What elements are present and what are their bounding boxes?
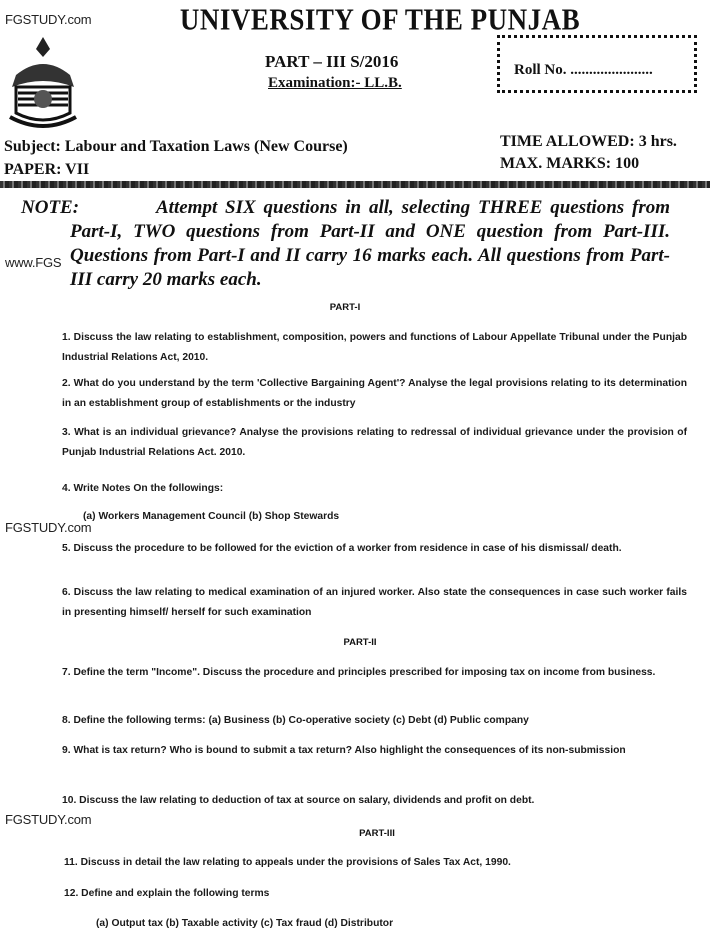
question-5: 5. Discuss the procedure to be followed for the eviction of a worker from residence in case of his dismissal/ death. [62, 543, 622, 554]
question-12-items: (a) Output tax (b) Taxable activity (c) Tax fraud (d) Distributor [96, 918, 394, 929]
question-2: 2. What do you understand by the term 'Collective Bargaining Agent'? Analyse the legal provisions relating to its determination in an establishment group of establishments or the industry [62, 378, 687, 409]
max-marks: MAX. MARKS: 100 [500, 155, 640, 172]
examination-label: Examination:- LL.B. [268, 75, 402, 91]
question-3: 3. What is an individual grievance? Analyse the provisions relating to redressal of individual grievance under the provision of Punjab Industrial Relations Act. 2010. [62, 427, 687, 458]
question-6: 6. Discuss the law relating to medical examination of an injured worker. Also state the consequences in case such worker fails in presenting himself/ herself for such examination [62, 587, 687, 618]
question-11: 11. Discuss in detail the law relating to appeals under the provisions of Sales Tax Act, 1990. [64, 857, 511, 868]
section-title: PART-I [329, 302, 361, 313]
question-1: 1. Discuss the law relating to establishment, composition, powers and functions of Labour Appellate Tribunal under the Punjab Industrial Relations Act, 2010. [62, 332, 687, 363]
section-title: PART-II [343, 637, 377, 648]
question-9: 9. What is tax return? Who is bound to submit a tax return? Also highlight the consequences of its non-submission [62, 745, 626, 756]
roll-number-label: Roll No. ...................... [514, 62, 653, 78]
subject-label: Subject: Labour and Taxation Laws (New Course) [4, 138, 348, 155]
question-8: 8. Define the following terms: (a) Business (b) Co-operative society (c) Debt (d) Public company [62, 715, 529, 726]
header-divider [0, 181, 710, 188]
university-crest-logo [8, 35, 78, 130]
instructions-note [8, 196, 678, 292]
note-text [8, 196, 670, 292]
question-10: 10. Discuss the law relating to deduction of tax at source on salary, dividends and profit on debt. [62, 795, 535, 806]
university-title: UNIVERSITY OF THE PUNJAB [179, 1, 581, 37]
watermark: www.FGS [5, 255, 62, 270]
section-title: PART-III [359, 828, 395, 839]
question-4-items: (a) Workers Management Council (b) Shop Stewards [83, 511, 340, 522]
question-4: 4. Write Notes On the followings: [62, 483, 224, 494]
paper-label: PAPER: VII [4, 161, 90, 178]
watermark: FGSTUDY.com [5, 520, 92, 535]
question-7: 7. Define the term "Income". Discuss the procedure and principles prescribed for imposing tax on income from business. [62, 667, 656, 678]
note-label: NOTE: [21, 197, 80, 218]
note-text-content: Attempt SIX questions in all, selecting THREE questions from Part-I, TWO questions from Part-II and ONE question from Part-III. Questions from Part-I and II carry 16 marks each. All questions from Part-III carry 20 marks each. [70, 197, 670, 290]
roll-number-box [497, 35, 697, 93]
time-allowed: TIME ALLOWED: 3 hrs. [500, 133, 677, 150]
question-12: 12. Define and explain the following terms [64, 888, 270, 899]
part-label: PART – III S/2016 [265, 52, 399, 71]
watermark: FGSTUDY.com [5, 12, 92, 27]
watermark: FGSTUDY.com [5, 812, 92, 827]
